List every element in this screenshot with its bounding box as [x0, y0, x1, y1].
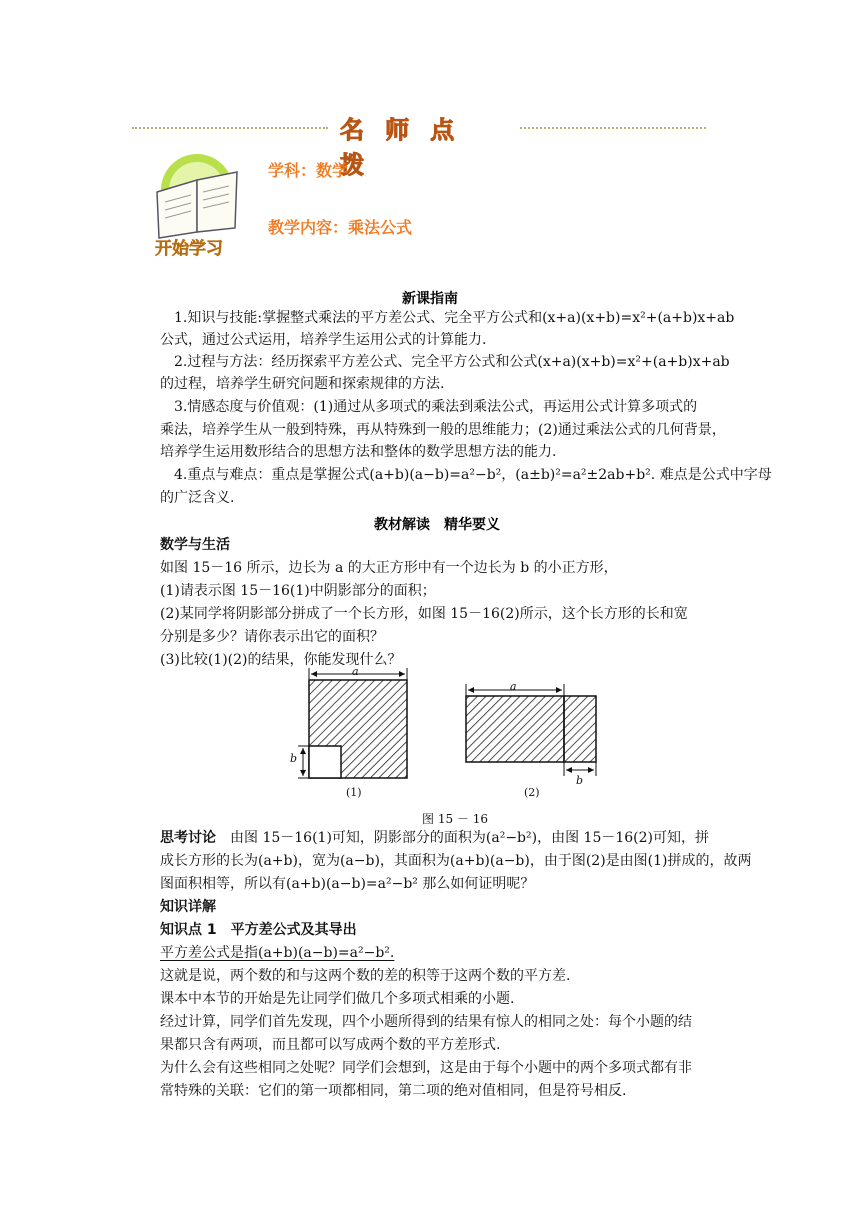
formula-line: 平方差公式是指(a+b)(a−b)=a²−b².	[160, 945, 395, 961]
label-b2: b	[576, 774, 584, 787]
text-line: 果都只含有两项，而且都可以写成两个数的平方差形式.	[160, 1037, 501, 1053]
text-line: 由图 15－16(1)可知，阴影部分的面积为(a²−b²)，由图 15－16(2)可知，拼	[216, 830, 710, 846]
small-square	[309, 746, 341, 778]
text-line: 成长方形的长为(a+b)，宽为(a−b)，其面积为(a+b)(a−b)，由于图(2)是由图(1)拼成的，故两	[160, 853, 752, 869]
label-a1: a	[352, 665, 359, 678]
discussion-paragraph	[160, 828, 709, 848]
text-line: (3)比较(1)(2)的结果，你能发现什么？	[160, 652, 402, 668]
banner-char: 拨	[340, 151, 364, 179]
content-label: 教学内容：乘法公式	[268, 218, 413, 237]
text-line: 为什么会有这些相同之处呢？同学们会想到，这是由于每个小题中的两个多项式都有非	[160, 1060, 692, 1076]
subject-label: 学科：数学	[268, 161, 349, 180]
banner-right-rule	[520, 127, 706, 129]
banner-char: 师	[385, 116, 410, 144]
text-line: 培养学生运用数形结合的思想方法和整体的数学思想方法的能力.	[160, 444, 557, 460]
text-line: (1)请表示图 15－16(1)中阴影部分的面积；	[160, 583, 436, 599]
text-line: 课本中本节的开始是先让同学们做几个多项式相乘的小题.	[160, 991, 515, 1007]
label-b1: b	[290, 752, 298, 765]
section-title: 教材解读 精华要义	[374, 517, 500, 533]
knowledge-point-title: 知识点 1 平方差公式及其导出	[160, 922, 357, 938]
banner-left-rule	[132, 127, 328, 129]
text-line: 的广泛含义.	[160, 490, 235, 506]
text-line: 分别是多少？请你表示出它的面积？	[160, 629, 384, 645]
text-line: 4.重点与难点：重点是掌握公式(a+b)(a−b)=a²−b²，(a±b)²=a²±2ab+b². 难点是公式中字母	[174, 467, 772, 483]
discussion-label: 思考讨论	[160, 830, 216, 846]
rectangle-left	[466, 696, 564, 762]
text-line: 乘法，培养学生从一般到特殊，再从特殊到一般的思维能力；(2)通过乘法公式的几何背景，	[160, 422, 726, 438]
banner-title	[332, 110, 497, 179]
subsection-title: 数学与生活	[160, 537, 230, 553]
logo-text: 开始学习	[155, 239, 223, 259]
label-a2: a	[510, 680, 517, 693]
figure-sub-label: (1)	[346, 786, 362, 799]
text-line: 3.情感态度与价值观：(1)通过从多项式的乘法到乘法公式，再运用公式计算多项式的	[174, 399, 698, 415]
banner-char: 名	[340, 116, 364, 144]
rectangle-right	[564, 696, 596, 762]
banner-char: 点	[430, 116, 455, 144]
subsection-title: 知识详解	[160, 899, 216, 915]
text-line: 图面积相等，所以有(a+b)(a−b)=a²−b² 那么如何证明呢？	[160, 876, 535, 892]
text-line: 经过计算，同学们首先发现，四个小题所得到的结果有惊人的相同之处：每个小题的结	[160, 1014, 692, 1030]
figure-caption: 图 15 － 16	[422, 812, 488, 826]
text-line: 1.知识与技能:掌握整式乘法的平方差公式、完全平方公式和(x+a)(x+b)=x²+(a+b)x+ab	[174, 310, 735, 326]
figure-sub-label: (2)	[524, 786, 540, 799]
text-line: 常特殊的关联：它们的第一项都相同，第二项的绝对值相同，但是符号相反.	[160, 1083, 627, 1099]
text-line: 2.过程与方法：经历探索平方差公式、完全平方公式和公式(x+a)(x+b)=x²+(a+b)x+ab	[174, 354, 730, 370]
section-title: 新课指南	[402, 291, 458, 307]
text-line: (2)某同学将阴影部分拼成了一个长方形，如图 15－16(2)所示，这个长方形的长和宽	[160, 606, 688, 622]
text-line: 这就是说，两个数的和与这两个数的差的积等于这两个数的平方差.	[160, 968, 571, 984]
book-logo	[145, 150, 245, 260]
text-line: 的过程，培养学生研究问题和探索规律的方法.	[160, 376, 445, 392]
text-line: 如图 15－16 所示，边长为 a 的大正方形中有一个边长为 b 的小正方形，	[160, 560, 618, 576]
geometry-figure	[280, 664, 620, 814]
text-line: 公式，通过公式运用，培养学生运用公式的计算能力.	[160, 332, 487, 348]
